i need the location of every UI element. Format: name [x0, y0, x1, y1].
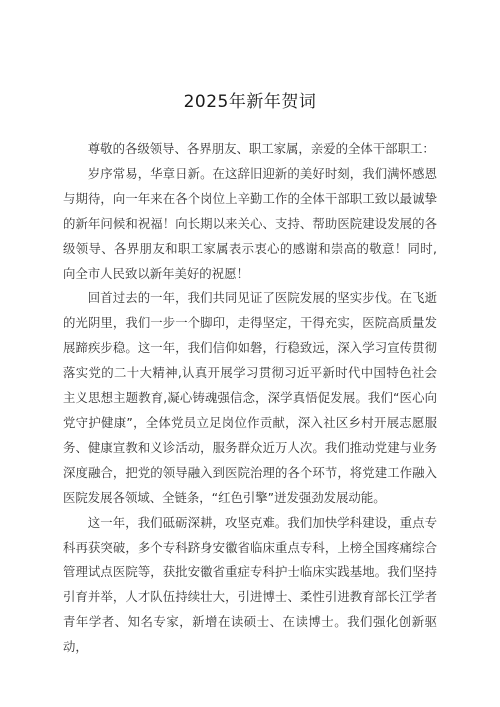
- document-body: [63, 137, 437, 660]
- review-paragraph: 回首过去的一年，我们共同见证了医院发展的坚实步伐。在飞逝的光阴里，我们一步一个脚印，走得坚定，干得充实，医院高质量发展蹄疾步稳。这一年，我们信仰如磐，行稳致远，深入学习宣传贯彻落实党的二十大精神,认真开展学习贯彻习近平新时代中国特色社会主义思想主题教育,凝心铸魂强信念，深学真悟促发展。我们“医心向党守护健康”，全体党员立足岗位作贡献，深入社区乡村开展志愿服务、健康宣教和义诊活动，服务群众近万人次。我们推动党建与业务深度融合，把党的领导融入到医院治理的各个环节，将党建工作融入医院发展各领域、全链条，“红色引擎”迸发强劲发展动能。: [63, 290, 437, 505]
- achievements-paragraph: 这一年，我们砥砺深耕，攻坚克难。我们加快学科建设，重点专科再获突破，多个专科跻身安徽省临床重点专科，上榜全国疼痛综合管理试点医院等，获批安徽省重症专科护士临床实践基地。我们坚持引育并举，人才队伍持续壮大，引进博士、柔性引进教育部长江学者青年学者、知名专家，新增在读硕士、在读博士。我们强化创新驱动，: [63, 514, 437, 655]
- document-title: 2025年新年贺词: [183, 92, 317, 112]
- salutation-paragraph: 尊敬的各级领导、各界朋友、职工家属，亲爱的全体干部职工：: [87, 141, 435, 156]
- greeting-paragraph: 岁序常易，华章日新。在这辞旧迎新的美好时刻，我们满怀感恩与期待，向一年来在各个岗位上辛勤工作的全体干部职工致以最诚挚的新年问候和祝福！向长期以来关心、支持、帮助医院建设发展的各级领导、各界朋友和职工家属表示衷心的感谢和崇高的敬意！同时,向全市人民致以新年美好的祝愿！: [63, 165, 437, 281]
